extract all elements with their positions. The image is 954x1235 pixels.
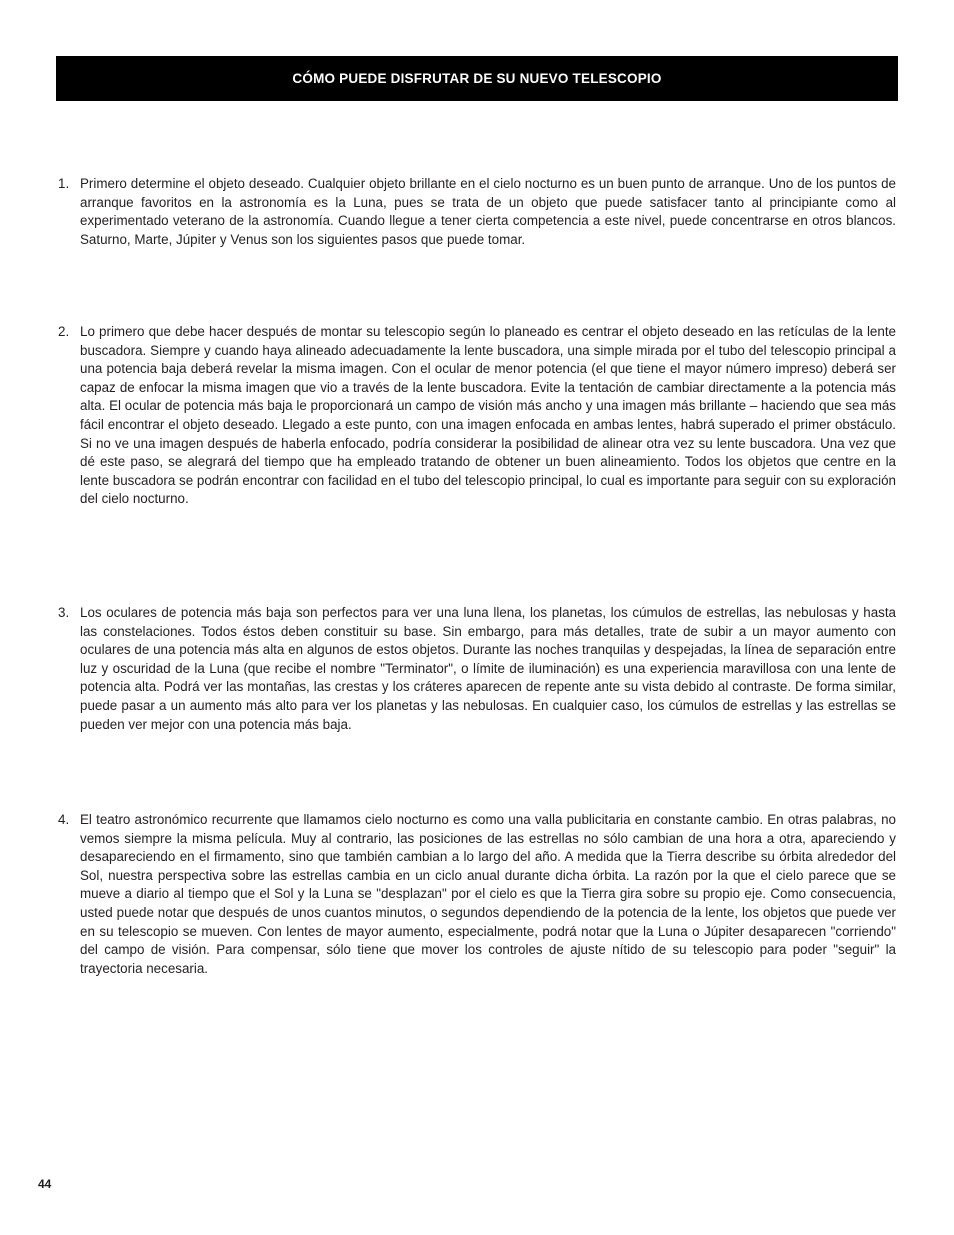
list-item-text: Lo primero que debe hacer después de montar su telescopio según lo planeado es centrar el objeto deseado en las retículas de la lente buscadora. Siempre y cuando haya alineado adecuadamente la lente buscadora, una simple mirada por el tubo del telescopio principal a una potencia baja deberá revelar la misma imagen. Con el ocular de menor potencia (el que tiene el mayor número impreso) deberá ser capaz de enfocar la misma imagen que vio a través de la lente buscadora. Evite la tentación de cambiar directamente a la potencia más alta. El ocular de potencia más baja le proporcionará un campo de visión más ancho y una imagen más brillante – haciendo que sea más fácil encontrar el objeto deseado. Llegado a este punto, con una imagen enfocada en ambas lentes, habrá superado el primer obstáculo. Si no ve una imagen después de haberla enfocado, podría considerar la posibilidad de alinear otra vez su lente buscadora. Una vez que dé este paso, se alegrará del tiempo que ha empleado tratando de obtener un buen alineamiento. Todos los objetos que centre en la lente buscadora se podrán encontrar con facilidad en el tubo del telescopio principal, lo cual es importante para seguir con su exploración del cielo nocturno. xyxy=(80,324,896,507)
list-item-number: 1. xyxy=(58,176,70,191)
list-item-text: El teatro astronómico recurrente que llamamos cielo nocturno es como una valla publicitaria en constante cambio. En otras palabras, no vemos siempre la misma película. Muy al contrario, las posiciones de las estrellas no sólo cambian de una hora a otra, apareciendo y desapareciendo en el firmamento, sino que también cambian a lo largo del año. A medida que la Tierra describe su órbita alrededor del Sol, nuestra perspectiva sobre las estrellas cambia en un ciclo anual durante dicha órbita. La razón por la que el cielo parece que se mueve a diario al tiempo que el Sol y la Luna se "desplazan" por el cielo es que la Tierra gira sobre su propio eje. Como consecuencia, usted puede notar que después de unos cuantos minutos, o segundos dependiendo de la potencia de la lente, los objetos que puede ver en su telescopio se mueven. Con lentes de mayor aumento, especialmente, podrá notar que la Luna o Júpiter desaparecen "corriendo" del campo de visión. Para compensar, sólo tiene que mover los controles de ajuste nítido de su telescopio para poder "seguir" la trayectoria necesaria. xyxy=(80,812,896,976)
list-item-number: 3. xyxy=(58,605,70,620)
list-item-text: Primero determine el objeto deseado. Cualquier objeto brillante en el cielo nocturno es un buen punto de arranque. Uno de los puntos de arranque favoritos en la astronomía es la Luna, pues se trata de un objeto que puede satisfacer tanto al principiante como al experimentado veterano de la astronomía. Cuando llegue a tener cierta competencia a este nivel, puede concentrarse en otros blancos. Saturno, Marte, Júpiter y Venus son los siguientes pasos que puede tomar. xyxy=(80,176,896,247)
section-header-bar xyxy=(56,56,898,101)
list-item-2 xyxy=(56,323,896,509)
list-item-number: 2. xyxy=(58,324,70,339)
list-item-text: Los oculares de potencia más baja son perfectos para ver una luna llena, los planetas, los cúmulos de estrellas, las nebulosas y hasta las constelaciones. Todos éstos deben constituir su base. Sin embargo, para más detalles, trate de subir a un mayor aumento con oculares de una potencia más alta en algunos de estos objetos. Durante las noches tranquilas y despejadas, la línea de separación entre luz y oscuridad de la Luna (que recibe el nombre "Terminator", o límite de iluminación) es una experiencia maravillosa con una lente de potencia alta. Podrá ver las montañas, las crestas y los cráteres aparecen de repente ante su vista debido al contraste. De forma similar, puede pasar a un aumento más alto para ver los planetas y las nebulosas. En cualquier caso, los cúmulos de estrellas y las estrellas se pueden ver mejor con una potencia más baja. xyxy=(80,605,896,732)
section-title: CÓMO PUEDE DISFRUTAR DE SU NUEVO TELESCOPIO xyxy=(292,71,662,86)
list-item-4 xyxy=(56,811,896,978)
page-number: 44 xyxy=(38,1177,52,1191)
list-item-1 xyxy=(56,175,896,249)
list-item-3 xyxy=(56,604,896,734)
list-item-number: 4. xyxy=(58,812,70,827)
